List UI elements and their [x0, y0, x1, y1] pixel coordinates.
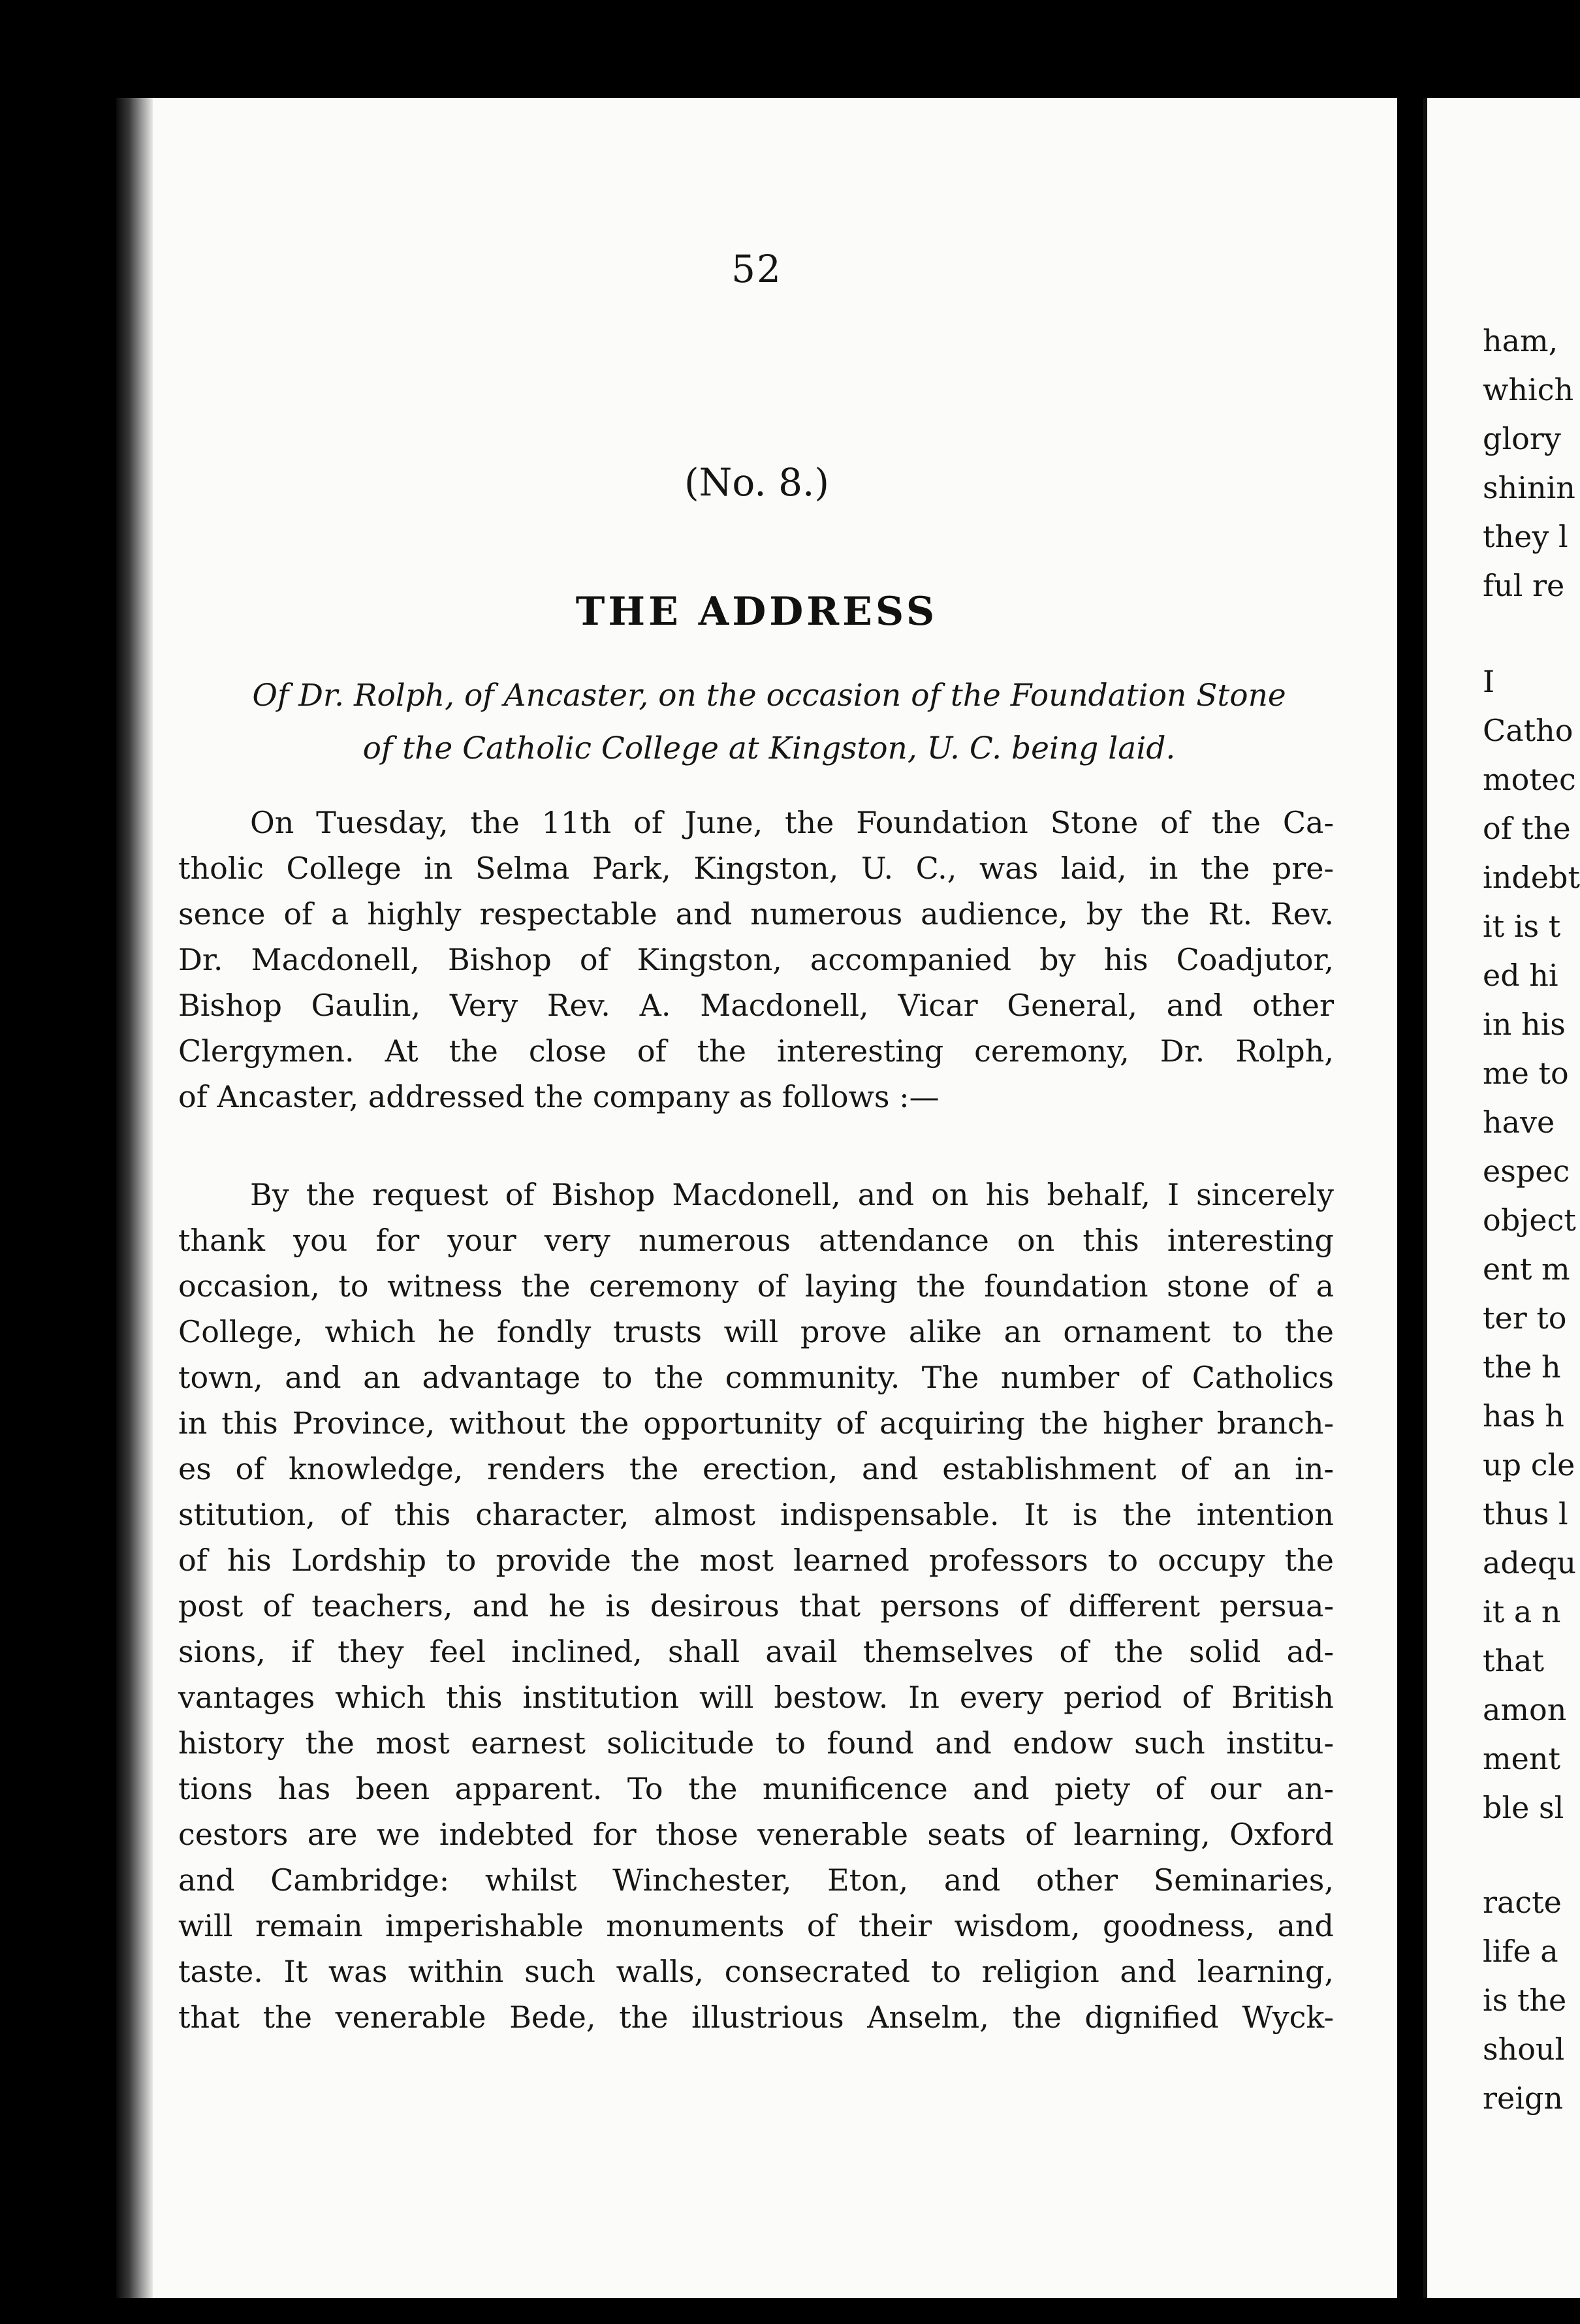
document-subtitle [195, 669, 1344, 775]
text-line: occasion, to witness the ceremony of laying the foundation stone of a [178, 1268, 1334, 1304]
text-line: By the request of Bishop Macdonell, and on his behalf, I sincerely [250, 1177, 1334, 1212]
fragment-line: racte [1483, 1885, 1562, 1920]
fragment-line: I [1483, 664, 1495, 699]
page-number: 52 [731, 247, 782, 291]
fragment-line: reign [1483, 2081, 1563, 2116]
fragment-line: ter to [1483, 1300, 1567, 1336]
fragment-line: has h [1483, 1398, 1564, 1434]
left-page [116, 98, 1397, 2298]
text-line: history the most earnest solicitude to found and endow such institu- [178, 1725, 1334, 1761]
document-number: (No. 8.) [684, 460, 830, 505]
subtitle-line: Of Dr. Rolph, of Ancaster, on the occasion of the Foundation Stone [252, 678, 1286, 714]
text-line: College, which he fondly trusts will prove alike an ornament to the [178, 1314, 1334, 1349]
fragment-line: shoul [1483, 2032, 1565, 2067]
text-line: tholic College in Selma Park, Kingston, U. C., was laid, in the pre- [178, 851, 1334, 886]
fragment-line: ble sl [1483, 1790, 1564, 1825]
fragment-line: in his [1483, 1007, 1566, 1042]
fragment-line: is the [1483, 1983, 1567, 2018]
fragment-line: object [1483, 1202, 1576, 1238]
text-line: thank you for your very numerous attendance on this interesting [178, 1223, 1334, 1258]
fragment-line: it is t [1483, 909, 1561, 944]
right-page-fragment [1423, 98, 1580, 2298]
fragment-line: adequ [1483, 1545, 1577, 1580]
text-line: vantages which this institution will bestow. In every period of British [178, 1680, 1334, 1715]
text-line: es of knowledge, renders the erection, and establishment of an in- [178, 1451, 1334, 1486]
fragment-line: the h [1483, 1349, 1561, 1385]
fragment-line: ham, [1483, 323, 1558, 358]
fragment-line: shinin [1483, 470, 1575, 505]
text-line: stitution, of this character, almost indispensable. It is the intention [178, 1497, 1334, 1532]
text-line: of Ancaster, addressed the company as follows :— [178, 1079, 940, 1114]
fragment-line: me to [1483, 1056, 1569, 1091]
fragment-line: that [1483, 1643, 1545, 1678]
fragment-line: glory [1483, 421, 1561, 456]
text-line: of his Lordship to provide the most learned professors to occupy the [178, 1543, 1334, 1578]
text-line: taste. It was within such walls, consecrated to religion and learning, [178, 1954, 1334, 1989]
text-line: post of teachers, and he is desirous that persons of different persua- [178, 1588, 1334, 1624]
fragment-line: indebt [1483, 860, 1580, 895]
text-line: that the venerable Bede, the illustrious Anselm, the dignified Wyck- [178, 2000, 1334, 2035]
fragment-line: of the [1483, 811, 1571, 846]
text-line: Clergymen. At the close of the interesting ceremony, Dr. Rolph, [178, 1033, 1334, 1069]
fragment-line: thus l [1483, 1496, 1568, 1531]
text-line: will remain imperishable monuments of their wisdom, goodness, and [178, 1908, 1334, 1943]
fragment-line: which [1483, 372, 1574, 407]
text-line: tions has been apparent. To the munificence and piety of our an- [178, 1771, 1334, 1806]
fragment-line: it a n [1483, 1594, 1561, 1629]
fragment-line: Catho [1483, 713, 1573, 748]
book-gutter [116, 98, 153, 2298]
text-line: cestors are we indebted for those venerable seats of learning, Oxford [178, 1817, 1334, 1852]
fragment-line: they l [1483, 519, 1568, 554]
text-line: sions, if they feel inclined, shall avail themselves of the solid ad- [178, 1634, 1334, 1669]
fragment-line: ful re [1483, 568, 1565, 603]
subtitle-line: of the Catholic College at Kingston, U. C. being laid. [362, 730, 1176, 766]
fragment-line: life a [1483, 1934, 1558, 1969]
text-line: sence of a highly respectable and numerous audience, by the Rt. Rev. [178, 896, 1334, 932]
fragment-line: ment [1483, 1741, 1560, 1776]
text-line: On Tuesday, the 11th of June, the Foundation Stone of the Ca- [250, 805, 1334, 840]
text-line: Dr. Macdonell, Bishop of Kingston, accompanied by his Coadjutor, [178, 942, 1334, 977]
text-line: town, and an advantage to the community. The number of Catholics [178, 1360, 1334, 1395]
document-title: THE ADDRESS [575, 589, 938, 635]
fragment-line: motec [1483, 762, 1576, 797]
text-line: and Cambridge: whilst Winchester, Eton, and other Seminaries, [178, 1862, 1334, 1898]
fragment-line: have [1483, 1105, 1555, 1140]
text-line: in this Province, without the opportunity of acquiring the higher branch- [178, 1405, 1334, 1441]
text-line: Bishop Gaulin, Very Rev. A. Macdonell, Vicar General, and other [178, 988, 1334, 1023]
fragment-line: up cle [1483, 1447, 1575, 1483]
fragment-line: ed hi [1483, 958, 1558, 993]
fragment-line: amon [1483, 1692, 1567, 1727]
fragment-line: ent m [1483, 1251, 1570, 1287]
fragment-line: espec [1483, 1154, 1570, 1189]
